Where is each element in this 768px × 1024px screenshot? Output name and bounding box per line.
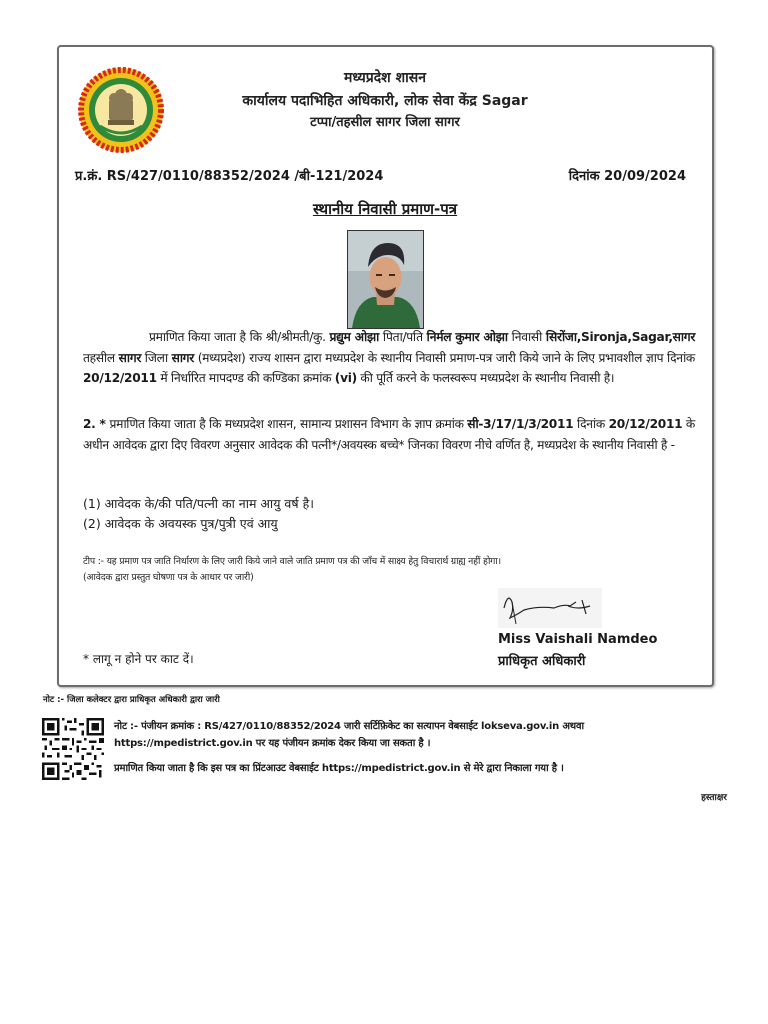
printout-certification: प्रमाणित किया जाता है कि इस पत्र का प्रिंटआउट वेबसाईट https://mpedistrict.gov.in से मेरे द्वारा निकाला गया है । <box>114 763 564 774</box>
remark-note: टीप :- यह प्रमाण पत्र जाति निर्धारण के लिए जारी किये जाने वाले जाति प्रमाण पत्र की जाँच में साक्ष्य हेतु विचारार्थ ग्राह्य नहीं होगा। <box>83 556 501 567</box>
header-office: कार्यालय पदाभिहित अधिकारी, लोक सेवा केंद्र Sagar <box>242 93 528 109</box>
verification-line-1: नोट :- पंजीयन क्रमांक : RS/427/0110/88352/2024 जारी सर्टिफ़िकेट का सत्यापन वेबसाईट lokseva.gov.in अथवा <box>114 721 584 732</box>
p2-text-2: दिनांक <box>573 417 609 431</box>
applicant-photo <box>347 230 424 329</box>
certification-paragraph-2 <box>83 414 695 455</box>
header-tehsil-district: टप्पा/तहसील सागर जिला सागर <box>310 115 460 130</box>
p2-number: 2. * <box>83 417 110 431</box>
gad-memo-number: सी-3/17/1/3/2011 <box>467 417 574 431</box>
p1-text-4: तहसील <box>83 350 119 365</box>
declaration-basis-note: (आवेदक द्वारा प्रस्तुत घोषणा पत्र के आधार पर जारी) <box>83 572 254 583</box>
memo-date: 20/12/2011 <box>83 371 157 385</box>
p1-text-8: की पूर्ति करने के फलस्वरूप मध्यप्रदेश के स्थानीय निवासी है। <box>356 371 615 385</box>
p1-text-2: पिता/पति <box>379 330 427 344</box>
strike-if-not-applicable-note: * लागू न होने पर काट दें। <box>83 652 194 666</box>
issued-by-note: नोट :- जिला कलेक्टर द्वारा प्राधिकृत अधिकारी द्वारा जारी <box>43 695 220 705</box>
mp-government-emblem <box>78 66 164 154</box>
certificate-title: स्थानीय निवासी प्रमाण-पत्र <box>312 200 458 218</box>
reference-number: प्र.क्रं. RS/427/0110/88352/2024 /बी-121/2024 <box>75 169 384 184</box>
signatory-name: Miss Vaishali Namdeo <box>498 632 658 647</box>
signature-label: हस्ताक्षर <box>701 793 727 803</box>
p1-text-5: जिला <box>141 350 172 365</box>
residence-place: सिरोंजा,Sironja,Sagar,सागर <box>545 330 696 344</box>
certification-paragraph-1 <box>83 327 695 389</box>
tehsil-name: सागर <box>118 350 141 365</box>
gad-memo-date: 20/12/2011 <box>608 417 683 431</box>
p2-text-1: प्रमाणित किया जाता है कि मध्यप्रदेश शासन, सामान्य प्रशासन विभाग के ज्ञाप क्रमांक <box>109 417 468 431</box>
verification-qr-code[interactable] <box>42 718 104 780</box>
signatory-designation: प्राधिकृत अधिकारी <box>498 654 586 669</box>
father-name: निर्मल कुमार ओझा <box>426 330 508 344</box>
clause-number: (vi) <box>334 371 357 385</box>
p1-text-1: प्रमाणित किया जाता है कि श्री/श्रीमती/कु. <box>149 330 330 344</box>
children-detail-line: (2) आवेदक के अवयस्क पुत्र/पुत्री एवं आयु <box>83 516 278 531</box>
issue-date: दिनांक 20/09/2024 <box>568 169 686 184</box>
officer-signature <box>498 588 602 628</box>
p2-text-3: के अधीन आवेदक द्वारा दिए विवरण अनुसार आवेदक की पत्नी*/अवयस्क बच्चे* जिनका विवरण नीचे वर्णित है, मध्यप्रदेश के स्थानीय निवासी है - <box>83 417 695 452</box>
verification-line-2: https://mpedistrict.gov.in पर यह पंजीयन क्रमांक देकर किया जा सकता है । <box>114 738 431 749</box>
applicant-name: प्रद्युम ओझा <box>329 330 380 344</box>
spouse-detail-line: (1) आवेदक के/की पति/पत्नी का नाम आयु वर्ष है। <box>83 496 314 511</box>
p1-text-6: (मध्यप्रदेश) राज्य शासन द्वारा मध्यप्रदेश के स्थानीय निवासी प्रमाण-पत्र जारी किये जाने के लिए प्रभावशील ज्ञाप दिनांक <box>193 350 695 365</box>
header-state-govt: मध्यप्रदेश शासन <box>344 70 426 86</box>
district-name: सागर <box>171 350 194 365</box>
verification-note <box>114 718 674 752</box>
p1-text-7: में निर्धारित मापदण्ड की कण्डिका क्रमांक <box>156 371 335 385</box>
p1-text-3: निवासी <box>507 330 546 344</box>
